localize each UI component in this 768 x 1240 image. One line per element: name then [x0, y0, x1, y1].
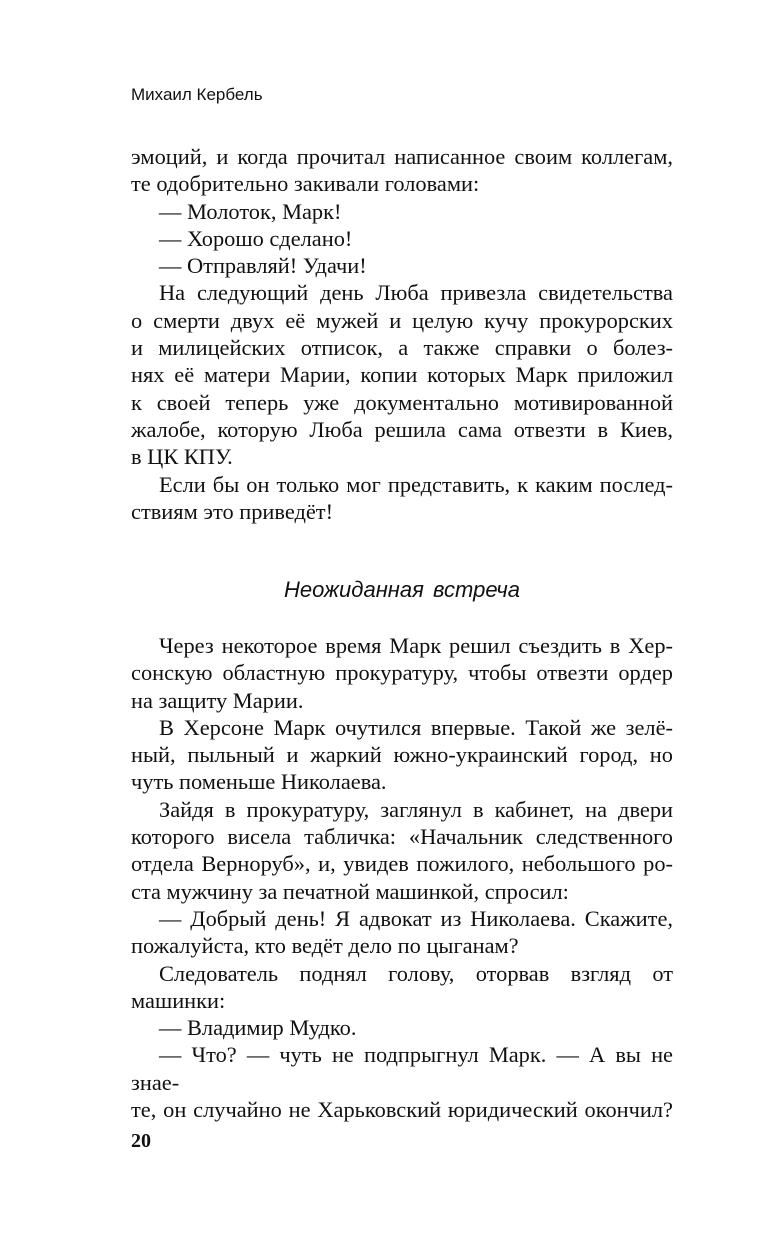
- text-line: отдела Верноруб», и, увидев пожилого, небольшого ро-: [131, 851, 673, 877]
- text-line: ный, пыльный и жаркий южно-украинский город, но: [131, 742, 673, 768]
- text-line: Если бы он только мог представить, к каким послед-: [159, 471, 673, 497]
- text-line: Зайдя в прокуратуру, заглянул в кабинет, на двери: [159, 796, 673, 822]
- text-line: сонскую областную прокуратуру, чтобы отвезти ордер: [131, 660, 673, 686]
- text-line: машинки:: [131, 987, 226, 1013]
- text-line: на защиту Марии.: [131, 687, 304, 713]
- text-line: к своей теперь уже документально мотивированной: [131, 389, 673, 415]
- text-line: нях её матери Марии, копии которых Марк приложил: [131, 362, 673, 388]
- text-line: На следующий день Люба привезла свидетельства: [159, 280, 673, 306]
- page-number: 20: [131, 1130, 151, 1152]
- dialogue-line: — Отправляй! Удачи!: [159, 253, 367, 279]
- text-line: В Херсоне Марк очутился впервые. Такой же зелё-: [159, 714, 673, 740]
- dialogue-line: — Добрый день! Я адвокат из Николаева. Скажите,: [159, 905, 673, 931]
- text-line: в ЦК КПУ.: [131, 444, 233, 470]
- body-text-after-section: [131, 632, 673, 1123]
- text-line: пожалуйста, кто ведёт дело по цыганам?: [131, 933, 519, 959]
- text-line: жалобе, которую Люба решила сама отвезти в Киев,: [131, 416, 673, 442]
- text-line: чуть поменьше Николаева.: [131, 769, 387, 795]
- text-line: те одобрительно закивали головами:: [131, 171, 480, 197]
- dialogue-line: — Хорошо сделано!: [159, 225, 353, 251]
- text-line: Следователь поднял голову, оторвав взгляд от: [159, 960, 673, 986]
- text-line: эмоций, и когда прочитал написанное своим коллегам,: [131, 144, 673, 169]
- text-line: ста мужчину за печатной машинкой, спросил:: [131, 878, 569, 904]
- text-line: и милицейских отписок, а также справки о болез-: [131, 335, 673, 361]
- text-line: которого висела табличка: «Начальник следственного: [131, 824, 673, 850]
- text-line: те, он случайно не Харьковский юридический окончил?: [131, 1097, 673, 1123]
- body-text-before-section: [131, 143, 673, 525]
- running-header-author: Михаил Кербель: [131, 85, 263, 104]
- text-line: Через некоторое время Марк решил съездить в Хер-: [159, 633, 673, 658]
- dialogue-line: — Владимир Мудко.: [159, 1015, 357, 1041]
- text-line: о смерти двух её мужей и целую кучу прокурорских: [131, 307, 673, 333]
- section-heading: Неожиданная встреча: [284, 577, 520, 602]
- text-line: ствиям это приведёт!: [131, 498, 334, 524]
- dialogue-line: — Что? — чуть не подпрыгнул Марк. — А вы не знае-: [131, 1042, 673, 1095]
- dialogue-line: — Молоток, Марк!: [159, 198, 342, 224]
